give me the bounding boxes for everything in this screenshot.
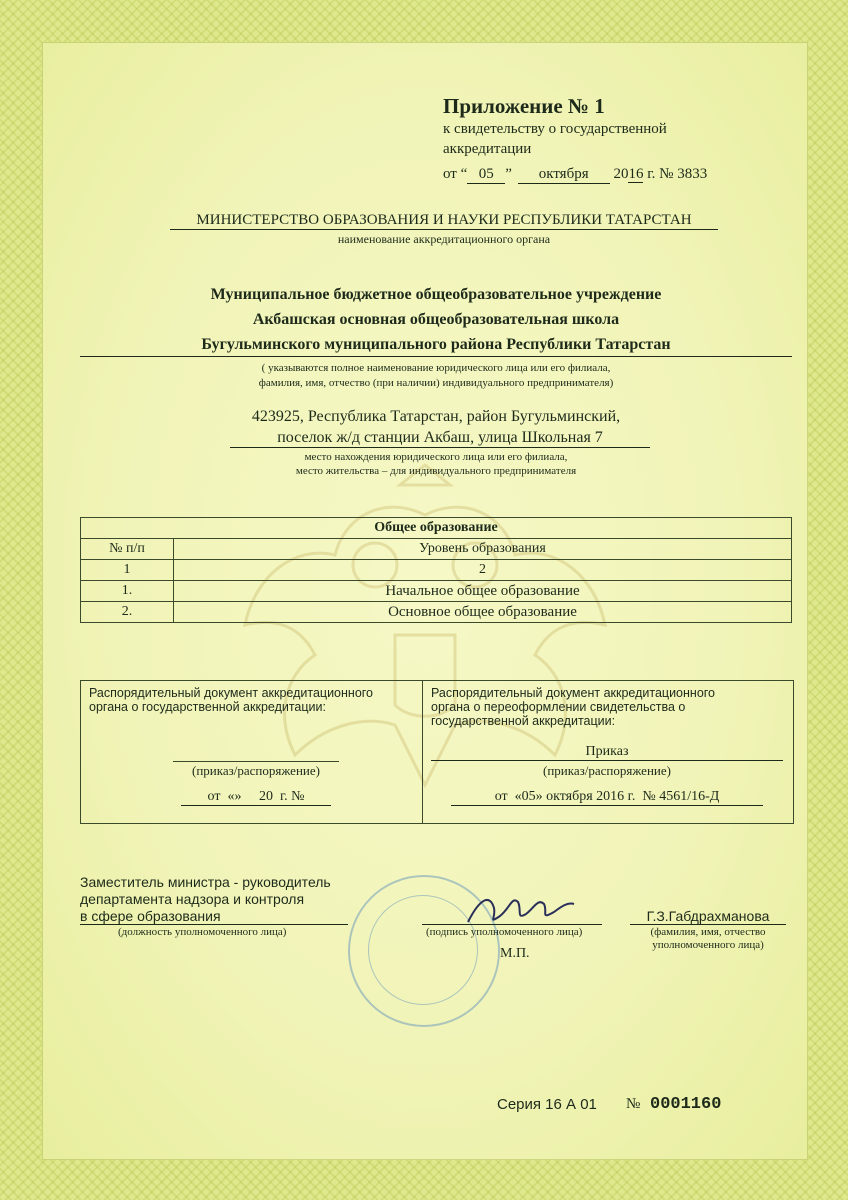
administrative-documents-box — [80, 680, 794, 824]
signer-name: Г.З.Габдрахманова — [630, 908, 786, 925]
header-level: Уровень образования — [174, 539, 792, 560]
appendix-subtitle-line2: аккредитации — [443, 141, 532, 157]
address-caption2: место жительства – для индивидуального предпринимателя — [295, 465, 577, 477]
name-caption2: уполномоченного лица) — [652, 939, 764, 951]
right-order-type: Приказ — [431, 744, 783, 761]
date-year-suffix: 16 — [628, 166, 644, 182]
address-line1: 423925, Республика Татарстан, район Бугульминский, — [251, 408, 621, 425]
row-level: Начальное общее образование — [174, 581, 792, 602]
table-index-row — [81, 560, 792, 581]
organization-line3: Бугульминского муниципального района Республики Татарстан — [80, 336, 792, 357]
table-row — [81, 581, 792, 602]
date-day-close: ” — [505, 166, 512, 182]
header-num: № п/п — [81, 539, 174, 560]
sign-caption: (подпись уполномоченного лица) — [426, 926, 583, 938]
signer-position-line1: Заместитель министра - руководитель — [80, 874, 331, 890]
signer-position-line2: департамента надзора и контроля — [80, 891, 305, 907]
table-title: Общее образование — [81, 518, 792, 539]
serial-number: 0001160 — [650, 1095, 722, 1114]
table-title-row — [81, 518, 792, 539]
signer-position-line3: в сфере образования — [80, 908, 348, 925]
index-col-1: 1 — [81, 560, 174, 581]
organization-caption2: фамилия, имя, отчество (при наличии) индивидуального предпринимателя) — [258, 377, 614, 389]
seal-label: М.П. — [500, 946, 530, 961]
table-row — [81, 602, 792, 623]
row-num: 2. — [81, 602, 174, 623]
index-col-2: 2 — [174, 560, 792, 581]
date-month: октября — [518, 166, 610, 184]
education-levels-table — [80, 517, 792, 623]
docbox-divider — [422, 681, 423, 823]
date-year-prefix: 20 — [613, 166, 629, 182]
name-caption1: (фамилия, имя, отчество — [650, 926, 766, 938]
date-prefix: от “ — [443, 166, 468, 182]
date-day: 05 — [467, 166, 505, 184]
organization-line1: Муниципальное бюджетное общеобразовательное учреждение — [210, 286, 662, 303]
position-caption: (должность уполномоченного лица) — [118, 926, 287, 938]
organization-caption1: ( указываются полное наименование юридического лица или его филиала, — [261, 362, 611, 374]
authority-name: МИНИСТЕРСТВО ОБРАЗОВАНИЯ И НАУКИ РЕСПУБЛИКИ ТАТАРСТАН — [170, 212, 718, 230]
table-header-row — [81, 539, 792, 560]
address-line2: поселок ж/д станции Акбаш, улица Школьная 7 — [230, 429, 650, 448]
left-order-date: от «» 20 г. № — [181, 789, 331, 806]
serial-number-label: № — [626, 1096, 641, 1112]
left-type-caption: (приказ/распоряжение) — [192, 763, 320, 778]
left-type-line — [173, 761, 339, 762]
right-heading-line2: органа о переоформлении свидетельства о — [431, 700, 686, 714]
left-heading-line1: Распорядительный документ аккредитационного — [89, 686, 374, 700]
right-heading-line1: Распорядительный документ аккредитационного — [431, 686, 716, 700]
organization-line2: Акбашская основная общеобразовательная школа — [252, 311, 620, 328]
appendix-date-line — [443, 166, 707, 184]
right-type-caption: (приказ/распоряжение) — [543, 763, 671, 778]
right-order-date: от «05» октября 2016 г. № 4561/16-Д — [451, 789, 763, 806]
certificate-series: Серия 16 А 01 — [497, 1096, 597, 1113]
address-caption1: место нахождения юридического лица или его филиала, — [304, 451, 568, 463]
appendix-title: Приложение № 1 — [443, 94, 605, 118]
authority-caption: наименование аккредитационного органа — [337, 232, 551, 246]
appendix-subtitle-line1: к свидетельству о государственной — [443, 121, 667, 137]
row-level: Основное общее образование — [174, 602, 792, 623]
right-heading-line3: государственной аккредитации: — [431, 714, 616, 728]
row-num: 1. — [81, 581, 174, 602]
certificate-number: г. № 3833 — [647, 166, 708, 182]
left-heading-line2: органа о государственной аккредитации: — [89, 700, 326, 714]
